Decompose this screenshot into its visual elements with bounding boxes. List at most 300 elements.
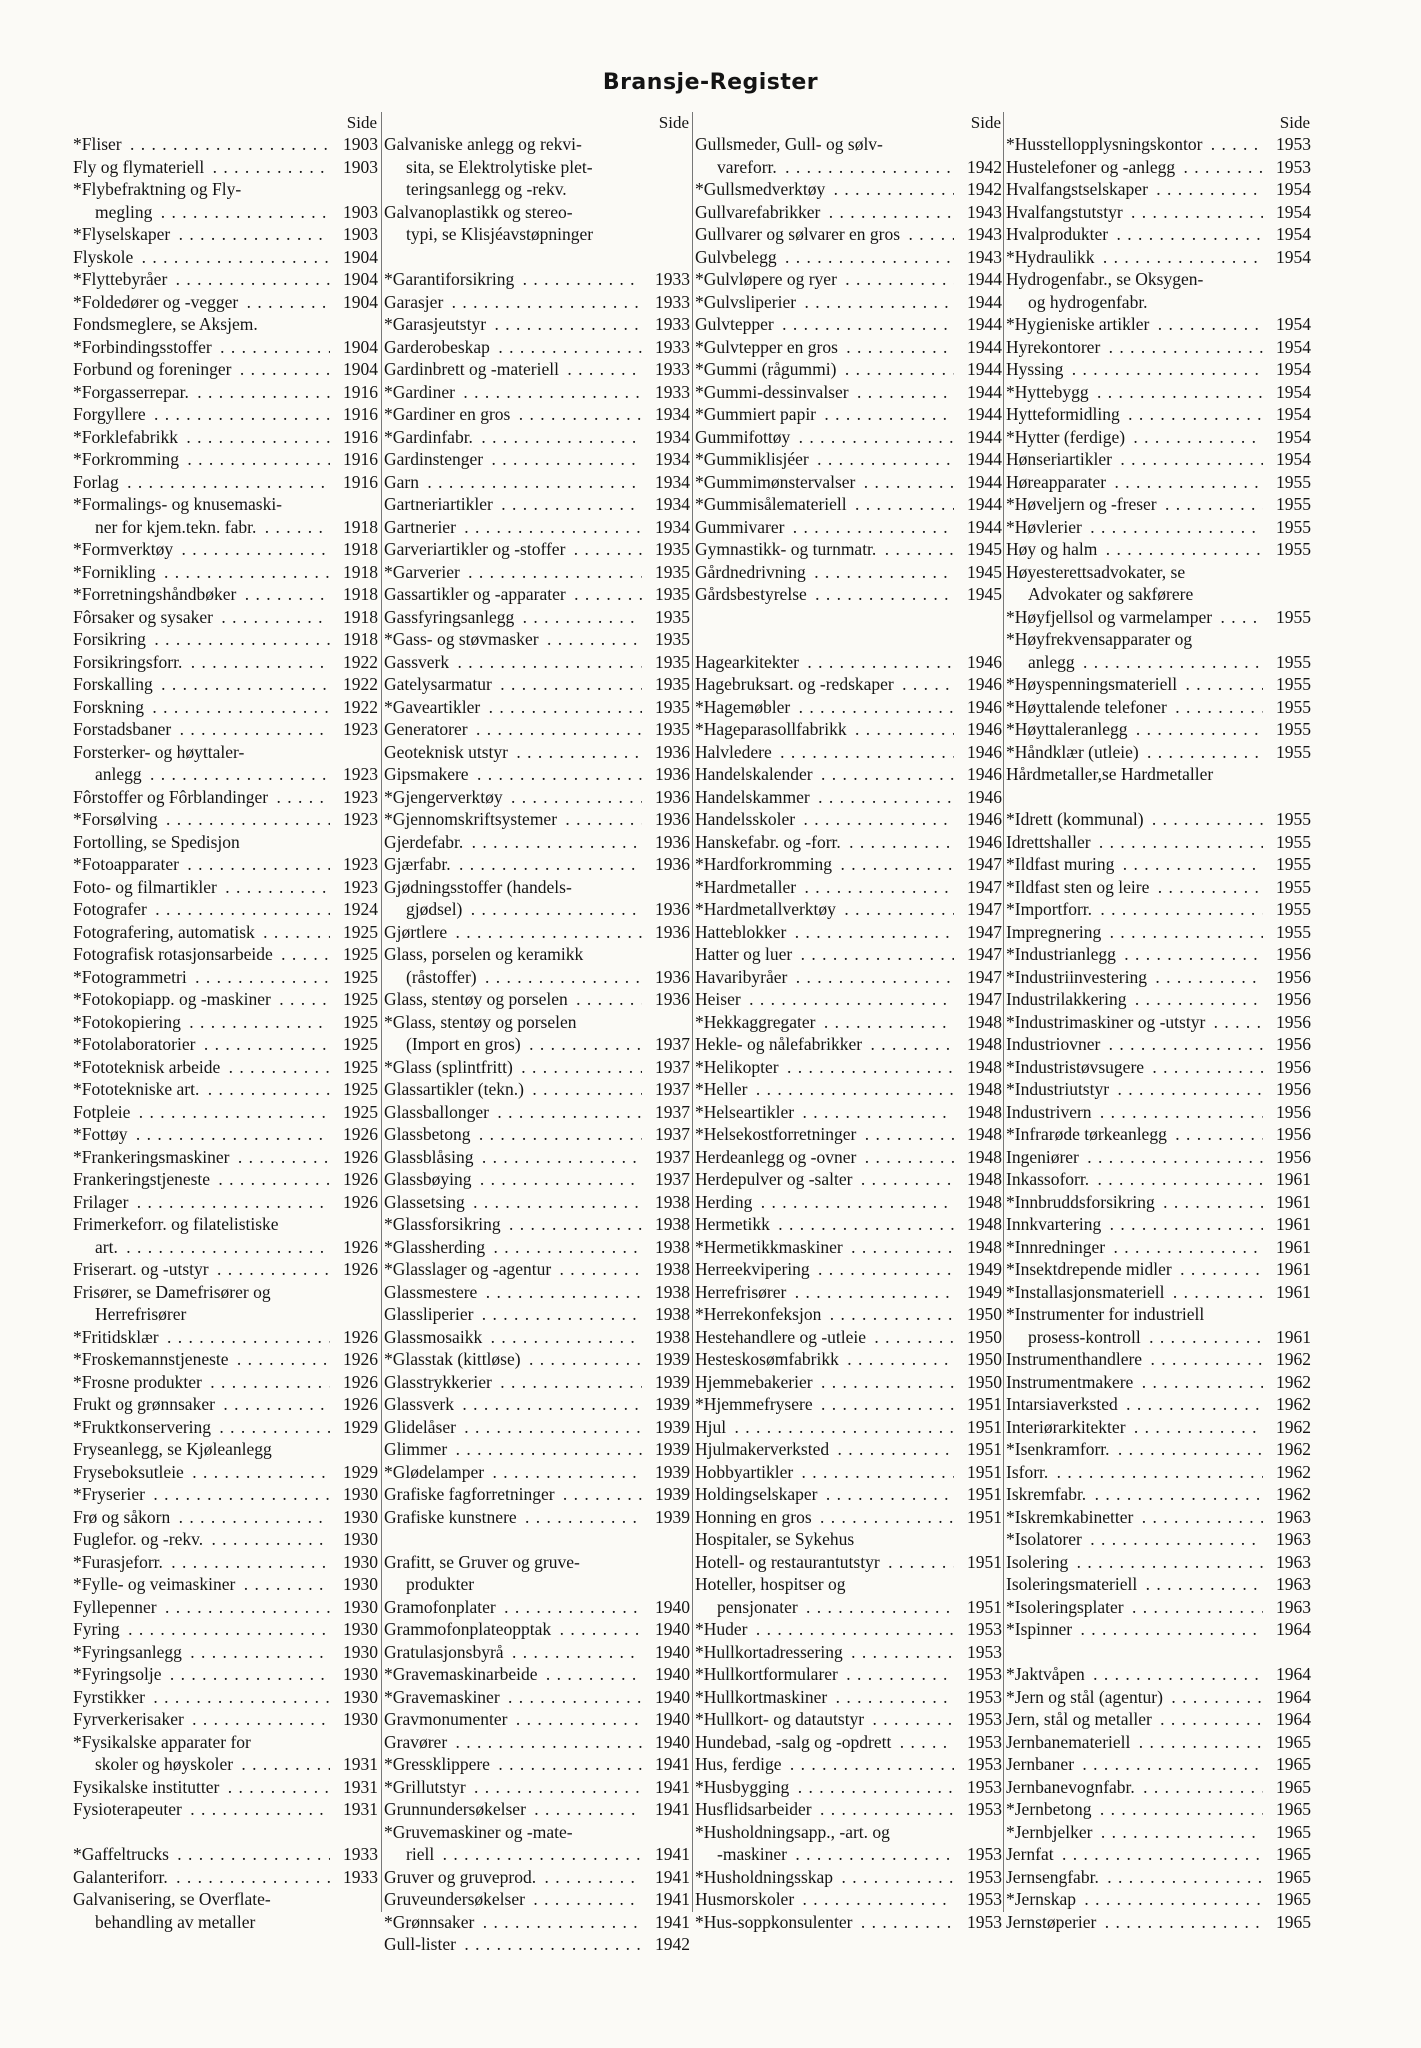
index-entry [695,1056,1002,1079]
entry-label: *Fyringsanlegg . . . [73,1641,330,1664]
entry-page-number: 1953 [954,1686,1002,1709]
entry-label: art. . . . [73,1236,330,1259]
entry-label: og hydrogenfabr. [1006,291,1263,314]
entry-label: *Jernbetong . . . [1006,1798,1263,1821]
entry-label: *Hullkortadressering . . . [695,1641,954,1664]
index-entry [384,1056,690,1079]
index-entry [695,1843,1002,1866]
index-entry [384,1776,690,1799]
entry-label: Gravmonumenter . . . [384,1708,642,1731]
index-entry [73,606,378,629]
entry-label: Hvalfangstutstyr . . . [1006,201,1263,224]
entry-page-number: 1946 [954,808,1002,831]
index-entry [695,201,1002,224]
entry-page-number: 1930 [330,1708,378,1731]
entry-label: Herrefrisører . . . [695,1281,954,1304]
entry-page-number: 1953 [954,1866,1002,1889]
entry-label: Grammofonplateopptak . . . [384,1618,642,1641]
entry-label: *Høveljern og -freser . . . [1006,493,1263,516]
entry-page-number: 1946 [954,718,1002,741]
entry-label: *Hagemøbler . . . [695,696,954,719]
entry-label: Jernsengfabr. . . . [1006,1866,1263,1889]
entry-page-number: 1930 [330,1618,378,1641]
index-entry [73,921,378,944]
entry-page-number: 1946 [954,786,1002,809]
entry-label: Hospitaler, se Sykehus [695,1528,954,1551]
entry-label: *Innredninger . . . [1006,1236,1263,1259]
entry-label: Industriovner . . . [1006,1033,1263,1056]
page-number-header: Side [1279,113,1310,132]
entry-page-number: 1933 [642,268,690,291]
index-entry [384,1798,690,1821]
entry-page-number: 1955 [1263,516,1311,539]
entry-page-number: 1946 [954,651,1002,674]
entry-page-number: 1946 [954,741,1002,764]
index-entry [695,1146,1002,1169]
entry-label: gjødsel) . . . [384,898,642,921]
index-entry [695,1821,1002,1844]
entry-page-number: 1945 [954,538,1002,561]
index-entry [1006,1776,1311,1799]
index-entry [1006,133,1311,156]
entry-label: Fysikalske institutter . . . [73,1776,330,1799]
entry-page-number: 1962 [1263,1483,1311,1506]
entry-label: Gardinbrett og -materiell . . . [384,358,642,381]
entry-page-number: 1922 [330,696,378,719]
index-entry [1006,718,1311,741]
entry-page-number: 1937 [642,1033,690,1056]
entry-page-number: 1955 [1263,831,1311,854]
index-entry [695,1348,1002,1371]
entry-label: Høyesterettsadvokater, se [1006,561,1263,584]
entry-label: *Froskemannstjeneste . . . [73,1348,330,1371]
index-entry [384,696,690,719]
entry-label: Frukt og grønnsaker . . . [73,1393,330,1416]
index-entry [73,898,378,921]
entry-page-number: 1962 [1263,1438,1311,1461]
entry-label: Forsikringsforr. . . . [73,651,330,674]
entry-label: Garasjer . . . [384,291,642,314]
entry-label: Hestehandlere og -utleie . . . [695,1326,954,1349]
entry-label: Generatorer . . . [384,718,642,741]
entry-label: *Glass (splintfritt) . . . [384,1056,642,1079]
column-divider [1003,112,1004,1912]
entry-label: Frisører, se Damefrisører og [73,1281,330,1304]
entry-page-number: 1918 [330,538,378,561]
entry-page-number: 1930 [330,1596,378,1619]
section-gap [384,246,690,269]
entry-label: *Flyselskaper . . . [73,223,330,246]
entry-page-number: 1930 [330,1573,378,1596]
index-entry [695,1798,1002,1821]
index-entry [695,583,1002,606]
entry-label: Gassartikler og -apparater . . . [384,583,642,606]
entry-page-number: 1954 [1263,403,1311,426]
entry-label: Fyrstikker . . . [73,1686,330,1709]
index-entry [1006,853,1311,876]
index-entry [695,943,1002,966]
entry-label: Gartnerier . . . [384,516,642,539]
entry-page-number: 1937 [642,1101,690,1124]
entry-label: Glassbøying . . . [384,1168,642,1191]
entry-page-number: 1937 [642,1056,690,1079]
index-entry [1006,268,1311,291]
entry-page-number: 1964 [1263,1708,1311,1731]
entry-label: Hyssing . . . [1006,358,1263,381]
index-entry [73,1326,378,1349]
index-entry [73,1168,378,1191]
entry-page-number: 1918 [330,628,378,651]
entry-label: *Forbindingsstoffer . . . [73,336,330,359]
entry-page-number: 1950 [954,1303,1002,1326]
entry-page-number: 1946 [954,696,1002,719]
entry-page-number: 1930 [330,1641,378,1664]
index-entry [73,1146,378,1169]
index-entry [73,1573,378,1596]
entry-page-number: 1944 [954,471,1002,494]
index-entry [695,1866,1002,1889]
entry-page-number: 1903 [330,156,378,179]
index-entry [1006,1686,1311,1709]
index-entry [695,853,1002,876]
index-entry [695,336,1002,359]
index-entry [384,1033,690,1056]
index-entry [384,1371,690,1394]
entry-page-number: 1964 [1263,1618,1311,1641]
entry-label: *Glassforsikring . . . [384,1213,642,1236]
entry-page-number: 1922 [330,651,378,674]
index-entry [73,696,378,719]
entry-label: Garn . . . [384,471,642,494]
entry-page-number: 1953 [954,1798,1002,1821]
index-entry [384,156,690,179]
entry-page-number: 1939 [642,1438,690,1461]
index-entry [695,988,1002,1011]
index-entry [384,493,690,516]
index-entry [695,1618,1002,1641]
index-entry [73,561,378,584]
entry-page-number: 1946 [954,831,1002,854]
entry-label: Jern, stål og metaller . . . [1006,1708,1263,1731]
index-entry [384,291,690,314]
entry-page-number: 1935 [642,606,690,629]
entry-label: *Forkromming . . . [73,448,330,471]
index-entry [384,133,690,156]
entry-page-number: 1903 [330,133,378,156]
entry-page-number: 1964 [1263,1686,1311,1709]
entry-label: *Fryserier . . . [73,1483,330,1506]
index-entry [695,1551,1002,1574]
entry-label: Inkassoforr. . . . [1006,1168,1263,1191]
entry-label: Jernfat . . . [1006,1843,1263,1866]
index-entry [1006,403,1311,426]
index-entry [1006,1911,1311,1934]
index-column-1 [73,112,378,1933]
index-entry [384,403,690,426]
entry-page-number: 1926 [330,1146,378,1169]
entry-page-number: 1944 [954,268,1002,291]
entry-label: *Industrimaskiner og -utstyr . . . [1006,1011,1263,1034]
entry-page-number: 1936 [642,741,690,764]
entry-page-number: 1936 [642,921,690,944]
index-entry [695,291,1002,314]
entry-page-number: 1955 [1263,493,1311,516]
index-entry [384,1731,690,1754]
index-entry [1006,1888,1311,1911]
index-entry [73,448,378,471]
entry-label: Fyrverkerisaker . . . [73,1708,330,1731]
entry-page-number: 1955 [1263,898,1311,921]
entry-page-number: 1903 [330,223,378,246]
index-entry [73,426,378,449]
entry-label: Gummivarer . . . [695,516,954,539]
index-entry [1006,673,1311,696]
index-entry [695,1686,1002,1709]
entry-label: *Fritidsklær . . . [73,1326,330,1349]
entry-page-number: 1931 [330,1798,378,1821]
entry-page-number: 1940 [642,1596,690,1619]
entry-label: Fyring . . . [73,1618,330,1641]
entry-page-number: 1938 [642,1191,690,1214]
entry-page-number: 1953 [954,1731,1002,1754]
index-entry [695,223,1002,246]
entry-label: *Husholdningsapp., -art. og [695,1821,954,1844]
entry-label: Fryseanlegg, se Kjøleanlegg [73,1438,330,1461]
entry-label: Frilager . . . [73,1191,330,1214]
entry-label: *Gjennomskriftsystemer . . . [384,808,642,831]
entry-label: Herreekvipering . . . [695,1258,954,1281]
index-entry [73,1078,378,1101]
entry-label: *Huder . . . [695,1618,954,1641]
index-entry [1006,1168,1311,1191]
entry-page-number: 1956 [1263,943,1311,966]
entry-label: *Glasstak (kittløse) . . . [384,1348,642,1371]
entry-page-number: 1961 [1263,1213,1311,1236]
entry-label: Fryseboksutleie . . . [73,1461,330,1484]
entry-page-number: 1956 [1263,1011,1311,1034]
entry-label: Jernbanemateriell . . . [1006,1731,1263,1754]
entry-label: Garveriartikler og -stoffer . . . [384,538,642,561]
index-entry [73,1641,378,1664]
entry-page-number: 1925 [330,1033,378,1056]
entry-page-number: 1939 [642,1461,690,1484]
entry-page-number: 1948 [954,1033,1002,1056]
index-entry [73,178,378,201]
entry-label: produkter [384,1573,642,1596]
entry-label: Instrumentmakere . . . [1006,1371,1263,1394]
index-entry [73,1123,378,1146]
entry-page-number: 1935 [642,718,690,741]
section-gap [695,628,1002,651]
index-entry [695,516,1002,539]
index-entry [73,1708,378,1731]
entry-page-number: 1929 [330,1416,378,1439]
entry-page-number: 1963 [1263,1506,1311,1529]
index-entry [695,561,1002,584]
entry-label: Glassliperier . . . [384,1303,642,1326]
index-entry [384,583,690,606]
index-entry [695,448,1002,471]
entry-label: Gratulasjonsbyrå . . . [384,1641,642,1664]
entry-page-number: 1923 [330,808,378,831]
index-entry [695,178,1002,201]
entry-label: *Forretningshåndbøker . . . [73,583,330,606]
entry-label: *Ildfast muring . . . [1006,853,1263,876]
entry-label: Hoteller, hospitser og [695,1573,954,1596]
entry-page-number: 1926 [330,1393,378,1416]
entry-page-number: 1923 [330,718,378,741]
index-entry [384,988,690,1011]
index-entry [1006,1438,1311,1461]
index-entry [73,741,378,764]
entry-page-number: 1926 [330,1191,378,1214]
index-entry [384,763,690,786]
entry-label: *Fotokopiapp. og -maskiner . . . [73,988,330,1011]
entry-page-number: 1944 [954,358,1002,381]
index-entry [384,538,690,561]
entry-label: Forskning . . . [73,696,330,719]
index-entry [1006,1753,1311,1776]
entry-page-number: 1948 [954,1168,1002,1191]
index-entry [695,1101,1002,1124]
index-entry [1006,831,1311,854]
entry-label: Hjulmakerverksted . . . [695,1438,954,1461]
entry-label: *Fotoapparater . . . [73,853,330,876]
entry-label: *Høyfjellsol og varmelamper . . . [1006,606,1263,629]
entry-label: *Garantiforsikring . . . [384,268,642,291]
entry-label: Gruver og gruveprod. . . . [384,1866,642,1889]
entry-page-number: 1904 [330,246,378,269]
entry-label: Gullvarefabrikker . . . [695,201,954,224]
entry-label: Ingeniører . . . [1006,1146,1263,1169]
index-entry [73,1686,378,1709]
entry-label: Instrumenthandlere . . . [1006,1348,1263,1371]
index-entry [695,538,1002,561]
index-entry [695,1416,1002,1439]
index-entry [73,471,378,494]
entry-label: Handelsskoler . . . [695,808,954,831]
entry-label: Advokater og sakførere [1006,583,1263,606]
index-entry [1006,628,1311,651]
entry-page-number: 1926 [330,1348,378,1371]
entry-label: Glasstrykkerier . . . [384,1371,642,1394]
entry-page-number: 1925 [330,988,378,1011]
entry-page-number: 1939 [642,1483,690,1506]
index-entry [384,516,690,539]
entry-page-number: 1955 [1263,808,1311,831]
entry-label: Innkvartering . . . [1006,1213,1263,1236]
entry-page-number: 1954 [1263,246,1311,269]
entry-page-number: 1933 [330,1843,378,1866]
entry-page-number: 1945 [954,583,1002,606]
entry-page-number: 1935 [642,673,690,696]
index-entry [1006,898,1311,921]
entry-label: (Import en gros) . . . [384,1033,642,1056]
index-entry [384,268,690,291]
entry-label: *Gressklippere . . . [384,1753,642,1776]
entry-page-number: 1953 [954,1641,1002,1664]
entry-page-number: 1940 [642,1708,690,1731]
entry-page-number: 1962 [1263,1348,1311,1371]
entry-label: Glassartikler (tekn.) . . . [384,1078,642,1101]
entry-label: Gruveundersøkelser . . . [384,1888,642,1911]
entry-page-number: 1916 [330,403,378,426]
entry-label: Gullsmeder, Gull- og sølv- [695,133,954,156]
entry-label: *Fornikling . . . [73,561,330,584]
section-gap [384,1528,690,1551]
entry-label: *Grønnsaker . . . [384,1911,642,1934]
entry-page-number: 1918 [330,561,378,584]
index-entry [384,921,690,944]
index-entry [384,966,690,989]
entry-label: Fotografer . . . [73,898,330,921]
index-entry [695,426,1002,449]
entry-label: *Gulvtepper en gros . . . [695,336,954,359]
index-entry [384,223,690,246]
index-entry [384,358,690,381]
index-entry [695,1641,1002,1664]
index-entry [73,1101,378,1124]
entry-page-number: 1934 [642,493,690,516]
entry-label: *Hjemmefrysere . . . [695,1393,954,1416]
entry-page-number: 1925 [330,1056,378,1079]
entry-page-number: 1916 [330,381,378,404]
column-divider [692,112,693,1912]
index-entry [1006,741,1311,764]
index-entry [695,741,1002,764]
entry-label: *Gardiner en gros . . . [384,403,642,426]
entry-label: Handelskammer . . . [695,786,954,809]
index-entry [1006,763,1311,786]
entry-page-number: 1926 [330,1371,378,1394]
entry-page-number: 1955 [1263,741,1311,764]
section-gap [1006,1641,1311,1664]
entry-label: behandling av metaller [73,1911,330,1934]
entry-label: typi, se Klisjéavstøpninger [384,223,642,246]
entry-label: *Forklefabrikk . . . [73,426,330,449]
entry-label: *Høyspenningsmateriell . . . [1006,673,1263,696]
index-entry [73,1528,378,1551]
entry-label: *Fylle- og veimaskiner . . . [73,1573,330,1596]
index-entry [1006,1393,1311,1416]
index-entry [695,831,1002,854]
entry-page-number: 1936 [642,808,690,831]
entry-label: *Hytter (ferdige) . . . [1006,426,1263,449]
entry-page-number: 1924 [330,898,378,921]
entry-label: Isoleringsmateriell . . . [1006,1573,1263,1596]
entry-label: *Helseartikler . . . [695,1101,954,1124]
entry-page-number: 1935 [642,538,690,561]
entry-label: Husmorskoler . . . [695,1888,954,1911]
index-entry [1006,1461,1311,1484]
entry-label: *Gullsmedverktøy . . . [695,178,954,201]
index-entry [384,336,690,359]
entry-label: *Hydraulikk . . . [1006,246,1263,269]
entry-label: *Grillutstyr . . . [384,1776,642,1799]
entry-label: *Furasjeforr. . . . [73,1551,330,1574]
index-entry [73,246,378,269]
entry-page-number: 1933 [642,291,690,314]
entry-label: Gipsmakere . . . [384,763,642,786]
entry-page-number: 1956 [1263,1123,1311,1146]
entry-page-number: 1948 [954,1011,1002,1034]
entry-label: *Forgasserrepar. . . . [73,381,330,404]
entry-label: Glassmosaikk . . . [384,1326,642,1349]
index-entry [73,223,378,246]
index-entry [73,1911,378,1934]
entry-page-number: 1951 [954,1416,1002,1439]
index-entry [695,313,1002,336]
